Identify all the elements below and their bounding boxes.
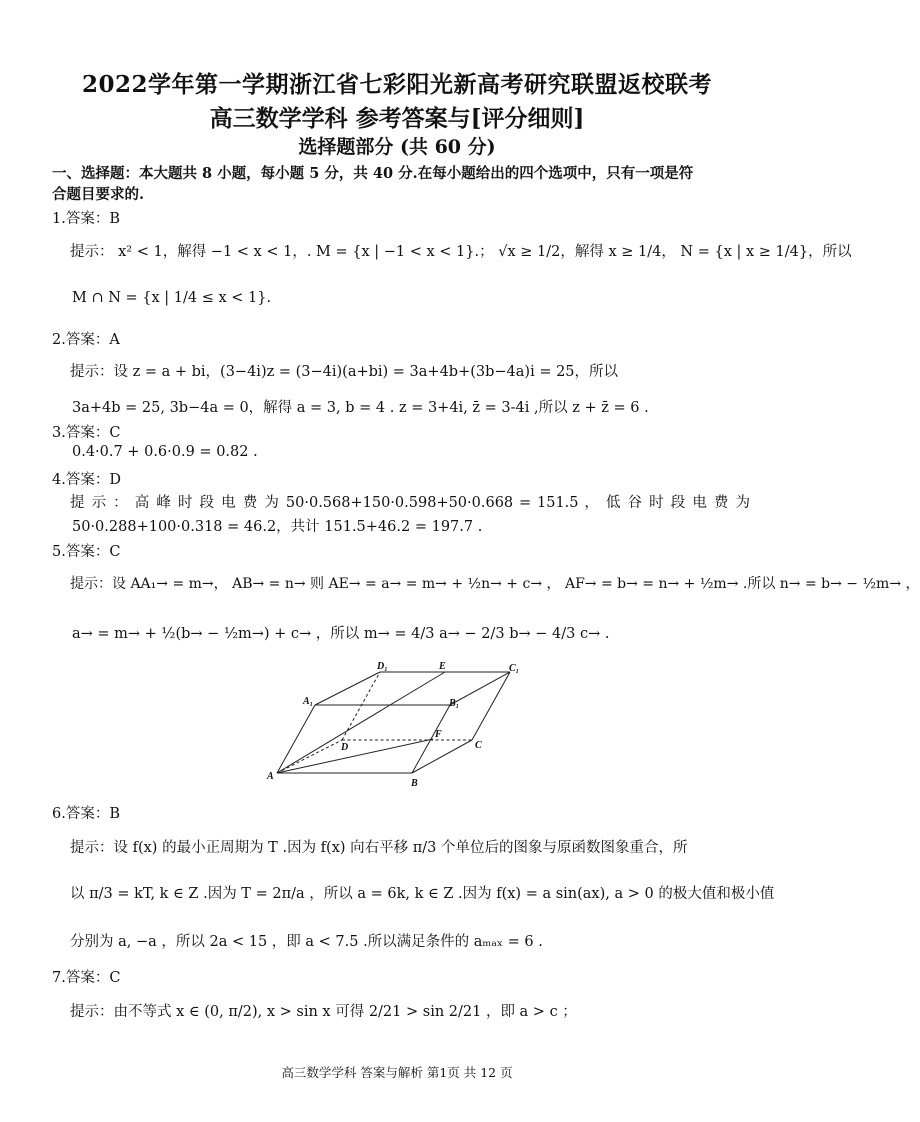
answer-2-label: 2.答案：A	[52, 332, 120, 348]
vertex-label-a: A	[267, 771, 274, 782]
vertex-label-d: D	[341, 742, 349, 753]
answer-6-label: 6.答案：B	[52, 806, 120, 822]
answer-6-hint-line-3: 分别为 a, −a ，所以 2a < 15 ，即 a < 7.5 .所以满足条件的 aₘₐₓ = 6 .	[70, 934, 543, 950]
answer-6-hint-line-2: 以 π/3 = kT, k ∈ Z .因为 T = 2π/a ，所以 a = 6k, k ∈ Z .因为 f(x) = a sin(ax), a > 0 的极大值和极小值	[70, 886, 775, 902]
answer-3-hint-line-1: 0.4·0.7 + 0.6·0.9 = 0.82 .	[72, 444, 258, 460]
answer-1-label: 1.答案：B	[52, 211, 120, 227]
title-line-3: 选择题部分 (共 60 分)	[298, 136, 496, 158]
point-label-f: F	[435, 729, 442, 740]
page-footer: 高三数学学科 答案与解析 第1页 共 12 页	[281, 1065, 513, 1080]
answer-4-hint-line-2: 50·0.288+100·0.318 = 46.2，共计 151.5+46.2 = 197.7 .	[72, 519, 483, 535]
answer-7-hint-line-1: 提示：由不等式 x ∈ (0, π/2), x > sin x 可得 2/21 > sin 2/21 ，即 a > c ；	[70, 1004, 577, 1020]
answer-7-label: 7.答案：C	[52, 970, 121, 986]
answer-3-label: 3.答案：C	[52, 425, 121, 441]
vertex-label-d1: D₁	[377, 661, 388, 672]
vertex-label-a1: A₁	[303, 696, 314, 707]
section-intro-line-1: 一、选择题：本大题共 8 小题，每小题 5 分，共 40 分.在每小题给出的四个选项中，只有一项是符	[52, 165, 694, 182]
title-line-1: 2022学年第一学期浙江省七彩阳光新高考研究联盟返校联考	[81, 71, 712, 98]
parallelepiped-figure	[265, 655, 535, 790]
answer-6-hint-line-1: 提示：设 f(x) 的最小正周期为 T .因为 f(x) 向右平移 π/3 个单位后的图象与原函数图象重合，所	[70, 840, 688, 856]
answer-5-hint-line-2: a→ = m→ + ½(b→ − ½m→) + c→ ，所以 m→ = 4/3 a→ − 2/3 b→ − 4/3 c→ .	[72, 626, 610, 642]
answer-5-hint-line-1: 提示：设 AA₁→ = m→， AB→ = n→ 则 AE→ = a→ = m→ + ½n→ + c→ ， AF→ = b→ = n→ + ½m→ .所以 n→ = b→ − ½m→ ，	[70, 576, 920, 592]
answer-5-label: 5.答案：C	[52, 544, 121, 560]
answer-4-label: 4.答案：D	[52, 472, 121, 488]
section-intro-line-2: 合题目要求的.	[52, 186, 145, 203]
vertex-label-b1: B₁	[449, 698, 460, 709]
title-line-2: 高三数学学科 参考答案与[评分细则]	[209, 105, 585, 132]
answer-1-hint-line-1: 提示： x² < 1，解得 −1 < x < 1，. M = {x | −1 < x < 1}.； √x ≥ 1/2，解得 x ≥ 1/4， N = {x | x ≥ 1/4}，所以	[70, 244, 852, 260]
point-label-e: E	[439, 661, 446, 672]
edge-a-a1	[277, 705, 315, 773]
answer-4-hint-line-1: 提 示 ： 高 峰 时 段 电 费 为 50·0.568+150·0.598+50·0.668 = 151.5 ， 低 谷 时 段 电 费 为	[70, 495, 750, 511]
vertex-label-b: B	[411, 778, 418, 789]
vertex-label-c: C	[475, 740, 482, 751]
segment-a-f	[277, 739, 433, 773]
answer-1-hint-line-2: M ∩ N = {x | 1/4 ≤ x < 1}.	[72, 290, 272, 306]
answer-2-hint-line-1: 提示：设 z = a + bi，(3−4i)z = (3−4i)(a+bi) = 3a+4b+(3b−4a)i = 25，所以	[70, 364, 619, 380]
edge-d1-a1	[315, 672, 380, 705]
answer-2-hint-line-2: 3a+4b = 25, 3b−4a = 0，解得 a = 3, b = 4 . z = 3+4i, z̄ = 3-4i ,所以 z + z̄ = 6 .	[72, 400, 649, 416]
vertex-label-c1: C₁	[509, 663, 520, 674]
segment-a-e	[277, 672, 445, 773]
